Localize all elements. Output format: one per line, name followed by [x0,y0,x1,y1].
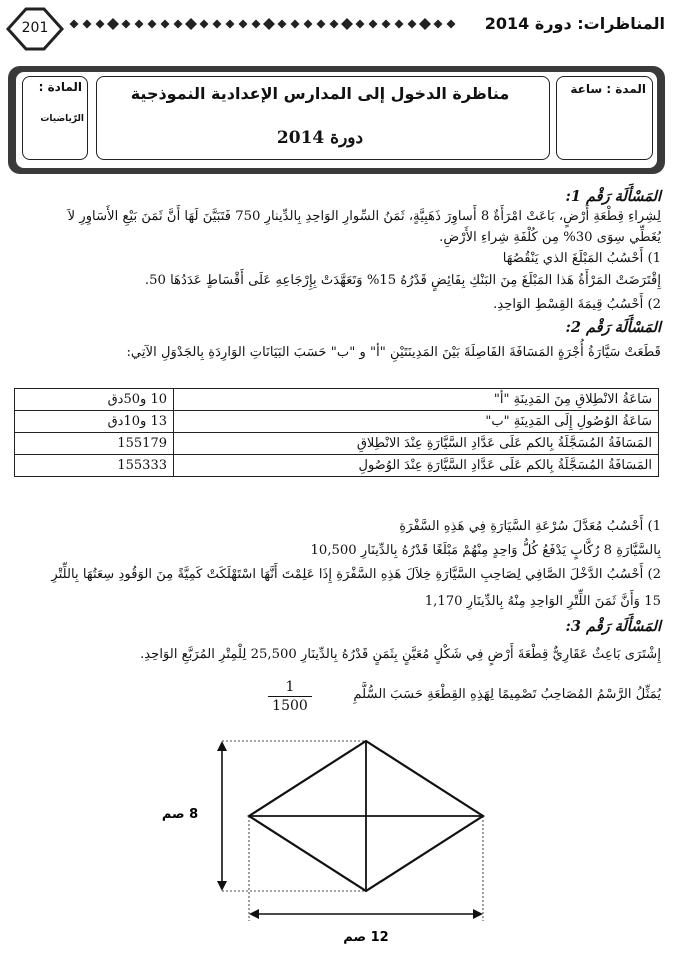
arrow-down-icon [217,881,227,891]
arrow-up-icon [217,741,227,751]
scale-fraction [268,679,312,714]
table-cell-value: 13 و10دق [15,411,174,433]
problem3-line2: يُمَثِّلُ الرَّسْمُ المُصَاحِبُ تَصْمِيمًا لِهَذِهِ القِطْعَةِ حَسَبَ السُّلَّمِ [353,687,661,702]
table-cell-label: سَاعَةُ الانْطِلاقِ مِنَ المَدِينَةِ "أ" [174,389,659,411]
diamond-ornament-icon [341,18,353,30]
diamond-ornament-icon [395,20,404,29]
diamond-ornament-icon [135,20,144,29]
table-cell-label: المَسَافَةُ المُسَجَّلَةُ بِالكم عَلَى عَدَّادِ السَّيَّارَةِ عِنْدَ الانْطِلاقِ [174,433,659,455]
diamond-ornament-icon [408,20,417,29]
problem2-question1: 1) أَحْسُبُ مُعَدَّلَ سُرْعَةِ السَّيَارَةِ فِي هَذِهِ السَّفْرَةِ [399,519,661,534]
diamond-ornament-icon [185,18,197,30]
diamond-ornament-icon [252,20,261,29]
diamond-ornament-icon [161,20,170,29]
problem2-line1: بِالسَّيَّارَةِ 8 رُكَّابٍ يَدْفَعُ كُلُّ وَاحِدٍ مِنْهُمْ مَبْلَغًا قَدْرُهُ بِالدِّينَارِ 10,500 [310,543,661,558]
duration: المدة : ساعة [570,82,646,96]
top-title: المناظرات: دورة 2014 [484,14,665,33]
session-title: دورة 2014 [276,128,364,148]
rhombus-figure [0,725,673,956]
table-row [15,455,659,477]
diamond-ornament-icon [122,20,131,29]
diamond-ornament-icon [330,20,339,29]
diamond-ornament-icon [278,20,287,29]
diamond-ornament-icon [317,20,326,29]
scale-denominator: 1500 [272,698,308,714]
diamond-ornament-icon [419,18,431,30]
diamond-ornament-icon [356,20,365,29]
table-cell-value: 155333 [15,455,174,477]
problem1-line1: لِشِراءِ قِطْعَةِ أَرْضٍ، بَاعَتْ امْرَأَةٌ 8 أَساوِرَ ذَهَبِيَّةٍ، ثَمَنُ السِّوارِ الوَاحِدِ بِالدِّينارِ 750 فَتَبَيَّنَ لَهَا أَنَّ ثَمَنَ بَيْعِ الأَسَاوِرِ لاَ [67,209,661,224]
diamond-ornament-icon [304,20,313,29]
problem2-title: المَسْأَلَة رَقْم 2: [565,319,661,336]
table-cell-label: سَاعَةُ الوُصُولِ إِلَى المَدِينَةِ "ب" [174,411,659,433]
table-row [15,411,659,433]
problem2-intro: قَطَعَتْ سَيَّارَةُ أُجْرَةٍ المَسَافَةَ الفَاصِلَةَ بَيْنَ المَدِينَتَيْنِ "أ" و "ب" حَسَبَ البَيَانَاتِ الوَارِدَةِ بِالجَدْوَلِ الآتِي: [126,345,661,360]
diamond-ornament-icon [174,20,183,29]
diamond-ornament-icon [213,20,222,29]
diamond-ornament-icon [70,20,79,29]
table-cell-value: 155179 [15,433,174,455]
diamond-ornament-icon [200,20,209,29]
subject-label: المادة : [38,80,82,94]
vertical-dimension-label: 8 صم [161,807,199,822]
problem1-title: المَسْأَلَة رَقْم 1: [565,188,661,205]
diamond-ornament-icon [107,18,119,30]
arrow-left-icon [249,909,259,919]
diamond-ornament-icon [434,20,443,29]
table-row [15,389,659,411]
problem2-question2: 2) أَحْسُبُ الدَّخْلَ الصَّافِي لِصَاحِبِ السَّيَّارَةِ خِلاَلَ هَذِهِ السَّفْرَةِ إِذَا عَلِمْتَ أَنَّهَا اسْتَهْلَكَتْ كَمِيَّةً مِنَ الوَقُودِ سِعَتُهَا بِاللِّتْرِ [51,567,661,582]
problem1-question2: 2) أَحْسُبُ قِيمَةَ القِسْطِ الوَاحِدِ. [493,297,661,312]
scale-numerator: 1 [268,679,312,697]
table-cell-label: المَسَافَةُ المُسَجَّلَةُ بِالكم عَلَى عَدَّادِ السَّيَّارَةِ عِنْدَ الوُصُولِ [174,455,659,477]
subject-value: الرّياضيات [40,114,84,124]
problem1-question1: 1) أَحْسُبُ المَبْلَغَ الذي يَنْقُصُهَا [502,251,661,266]
table-cell-value: 10 و50دق [15,389,174,411]
diamond-ornament-icon [226,20,235,29]
diamond-ornament-icon [369,20,378,29]
problem1-line3: إِقْتَرَضَتْ المَرْأَةُ هَذا المَبْلَغَ مِنَ البَنْكِ بِفَائِضٍ قَدْرُهُ 15% وَتَعَهَّدَتْ بِإِرْجَاعِهِ عَلَى أَقْسَاطٍ عَدَدُهَا 50. [144,273,661,288]
horizontal-dimension-label: 12 صم [343,930,389,945]
page-number: 201 [21,20,49,36]
diamond-ornament-icon [96,20,105,29]
diamond-ornament-icon [447,20,456,29]
problem3-line1: إِشْتَرَى بَاعِثٌ عَقَارِيٌّ قِطْعَةَ أَرْضٍ فِي شَكْلٍ مُعَيَّنٍ بِثَمَنٍ قَدْرُهُ بِالدِّينَارِ 25,500 لِلْمِتْرِ المُرَبَّعِ الوَاحِدِ. [140,647,661,662]
diamond-ornament-icon [148,20,157,29]
problem1-line2: يُغَطِّي سِوَى 30% مِن كُلْفَةِ شِراءِ الأَرْضِ. [439,230,661,245]
diamond-ornament-icon [83,20,92,29]
data-table [14,388,659,477]
table-row [15,433,659,455]
diamond-ornament-icon [291,20,300,29]
problem2-line2: 15 وَأَنَّ ثَمَنَ اللِّتْرِ الوَاحِدِ مِنْهُ بِالدِّينَارِ 1,170 [424,594,661,609]
decorative-diamond-row [66,14,466,34]
problem3-title: المَسْأَلَة رَقْم 3: [565,618,661,635]
arrow-right-icon [473,909,483,919]
exam-title: مناظرة الدخول إلى المدارس الإعدادية النموذجية [130,84,510,103]
diamond-ornament-icon [263,18,275,30]
diamond-ornament-icon [382,20,391,29]
diamond-ornament-icon [239,20,248,29]
